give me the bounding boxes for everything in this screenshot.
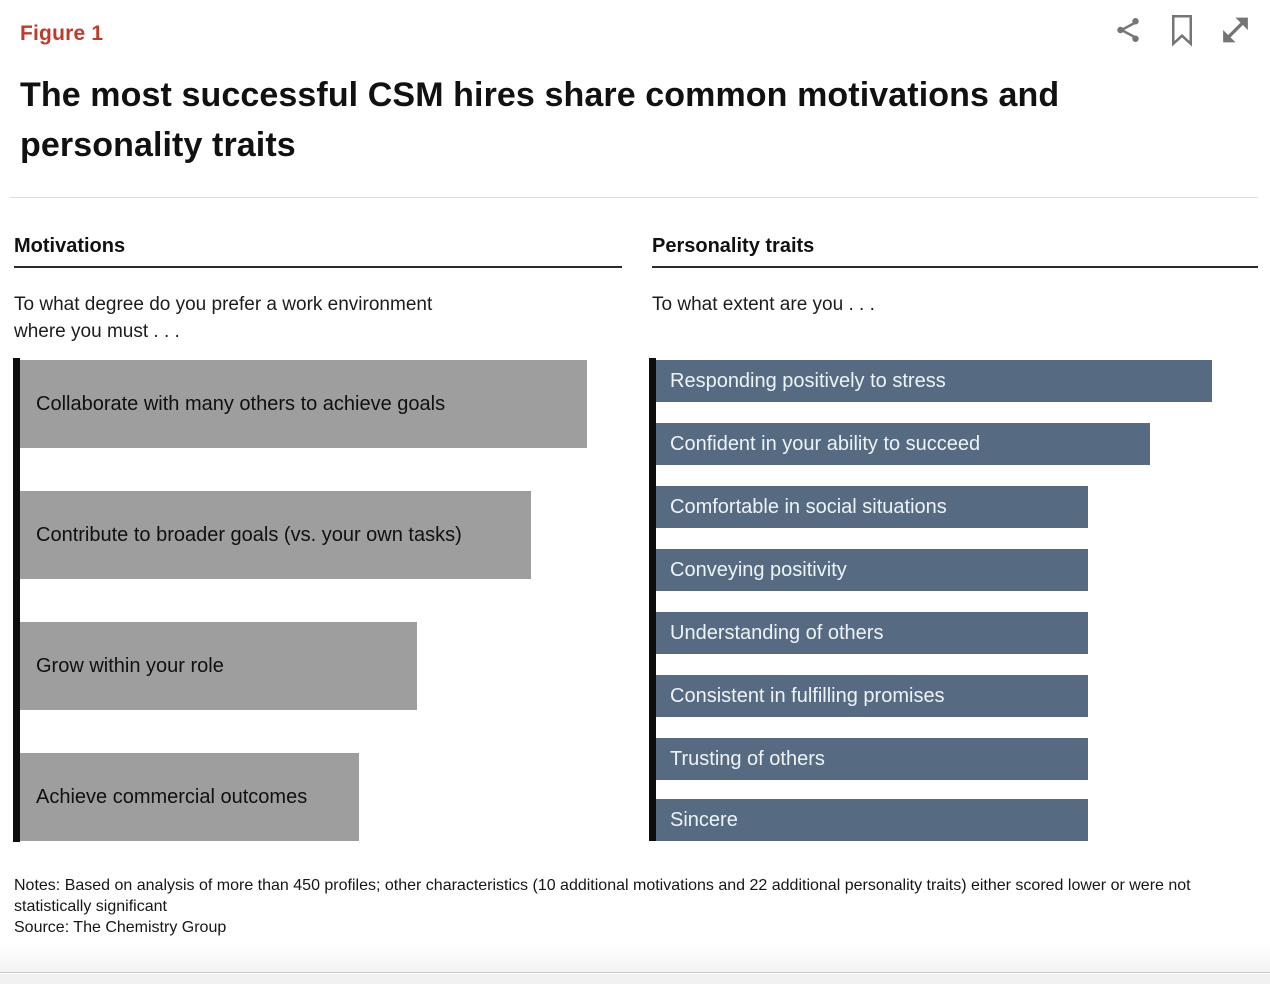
bar-label: Conveying positivity (670, 558, 847, 581)
figure-notes (14, 875, 1246, 938)
motivations-question-line1: To what degree do you prefer a work environment (14, 294, 433, 315)
page-title-line1: The most successful CSM hires share common motivations and (20, 76, 1060, 114)
bar-achieve (20, 753, 359, 841)
bar-label: Sincere (670, 808, 738, 831)
bar-label: Achieve commercial outcomes (36, 785, 308, 808)
motivations-question-line2: where you must . . . (14, 321, 180, 342)
bar-confident (656, 423, 1150, 465)
source-text: Source: The Chemistry Group (14, 919, 227, 936)
bar-label: Confident in your ability to succeed (670, 432, 981, 455)
motivations-axis (13, 358, 20, 842)
bar-label: Comfortable in social situations (670, 495, 947, 518)
bar-comfortable (656, 486, 1088, 528)
bar-label: Consistent in fulfilling promises (670, 684, 945, 707)
personality-rule (652, 266, 1258, 268)
bar-consistent (656, 675, 1088, 717)
bar-label: Collaborate with many others to achieve goals (36, 392, 446, 415)
bar-label: Grow within your role (36, 654, 224, 677)
bar-contribute (20, 491, 531, 579)
bar-trusting (656, 738, 1088, 780)
figure-label: Figure 1 (20, 22, 104, 45)
page-background-strip (0, 974, 1270, 984)
page-title-line2: personality traits (20, 126, 296, 164)
personality-question: To what extent are you . . . (652, 294, 875, 315)
bar-understanding (656, 612, 1088, 654)
bar-label: Trusting of others (670, 747, 825, 770)
bar-label: Responding positively to stress (670, 369, 946, 392)
figure-toolbar (1111, 12, 1252, 48)
motivations-section-title: Motivations (14, 235, 126, 257)
bar-conveying (656, 549, 1088, 591)
header-divider (10, 197, 1258, 198)
notes-text: Notes: Based on analysis of more than 450 profiles; other characteristics (10 additional motivations and 22 additional personality traits) either scored lower or were not statistically significant (14, 877, 1191, 915)
share-icon[interactable] (1111, 12, 1144, 48)
bar-sincere (656, 799, 1088, 841)
page-title (20, 70, 1220, 170)
personality-section-title: Personality traits (652, 235, 815, 257)
motivations-question (14, 291, 554, 345)
motivations-rule (14, 266, 622, 268)
card-bottom-edge (0, 944, 1270, 973)
bar-label: Contribute to broader goals (vs. your own tasks) (36, 523, 462, 546)
personality-axis (649, 358, 656, 841)
bar-label: Understanding of others (670, 621, 884, 644)
bar-collaborate (20, 360, 587, 448)
bar-grow (20, 622, 417, 710)
bar-responding (656, 360, 1212, 402)
expand-icon[interactable] (1219, 12, 1252, 48)
bookmark-icon[interactable] (1165, 12, 1198, 48)
